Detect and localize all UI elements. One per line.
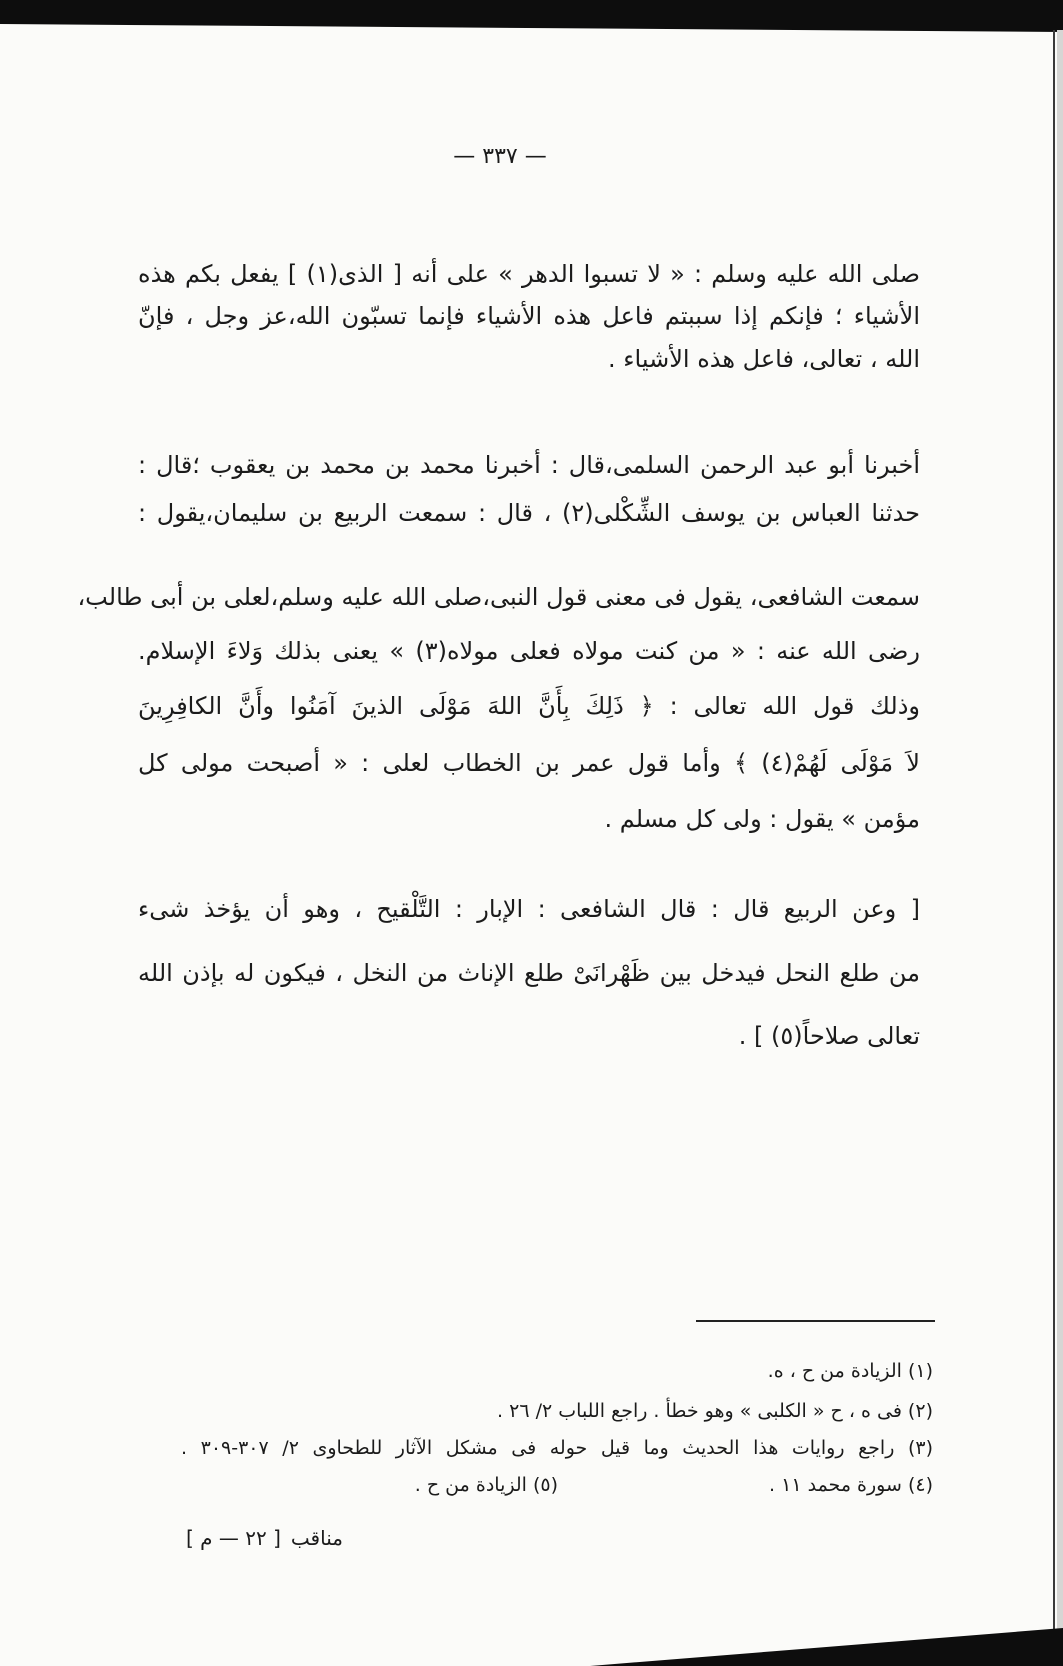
text-line: رضى الله عنه : « من كنت مولاه فعلى مولاه(٣) » يعنى بذلك وَلاءَ الإسلام. <box>138 637 920 665</box>
page-number: — ٣٣٧ — <box>453 144 547 169</box>
text-line: تعالى صلاحاً(٥) ] . <box>738 1022 920 1050</box>
text-line: مؤمن » يقول : ولى كل مسلم . <box>604 805 920 833</box>
bottom-scan-border <box>590 1628 1063 1666</box>
right-scan-edge <box>1053 30 1055 1630</box>
footnote: (١) الزيادة من ح ، ه. <box>767 1360 933 1382</box>
top-scan-border <box>0 0 1063 32</box>
text-line: أخبرنا أبو عبد الرحمن السلمى،قال : أخبرنا محمد بن محمد بن يعقوب ؛قال : <box>138 451 920 479</box>
text-line: سمعت الشافعى، يقول فى معنى قول النبى،صلى الله عليه وسلم،لعلى بن أبى طالب، <box>77 583 920 611</box>
text-line: الأشياء ؛ فإنكم إذا سببتم فاعل هذه الأشياء فإنما تسبّون الله،عز وجل ، فإنّ <box>138 302 920 330</box>
text-line: صلى الله عليه وسلم : « لا تسبوا الدهر » على أنه [ الذى(١) ] يفعل بكم هذه <box>138 260 920 288</box>
signature-mark: [ م — ٢٢ ] <box>186 1526 281 1550</box>
printer-signature <box>186 1523 343 1553</box>
footnote: (٢) فى ه ، ح « الكلبى » وهو خطأ . راجع اللباب ٢/ ٢٦ . <box>497 1400 933 1422</box>
footnote: (٥) الزيادة من ح . <box>414 1474 558 1496</box>
text-line: وذلك قول الله تعالى : ﴿ ذَلِكَ بِأَنَّ اللهَ مَوْلَى الذينَ آمَنُوا وأَنَّ الكافِرِينَ <box>138 692 920 720</box>
text-line: [ وعن الربيع قال : قال الشافعى : الإبار : التَّلْقيح ، وهو أن يؤخذ شىء <box>138 895 920 923</box>
right-scan-shadow <box>1057 30 1063 1630</box>
signature-title: مناقب <box>290 1526 343 1550</box>
footnote-separator <box>696 1320 935 1322</box>
text-line: حدثنا العباس بن يوسف الشِّكْلى(٢) ، قال : سمعت الربيع بن سليمان،يقول : <box>138 499 921 527</box>
text-line: من طلع النحل فيدخل بين ظَهْرانَىْ طلع الإناث من النخل ، فيكون له بإذن الله <box>138 959 920 987</box>
text-line: الله ، تعالى، فاعل هذه الأشياء . <box>608 345 920 373</box>
text-line: لاَ مَوْلَى لَهُمْ(٤) ﴾ وأما قول عمر بن الخطاب لعلى : « أصبحت مولى كل <box>138 749 920 777</box>
footnote: (٤) سورة محمد ١١ . <box>769 1474 933 1496</box>
footnote: (٣) راجع روايات هذا الحديث وما قيل حوله فى مشكل الآثار للطحاوى ٢/ ٣٠٧-٣٠٩ . <box>181 1437 933 1459</box>
